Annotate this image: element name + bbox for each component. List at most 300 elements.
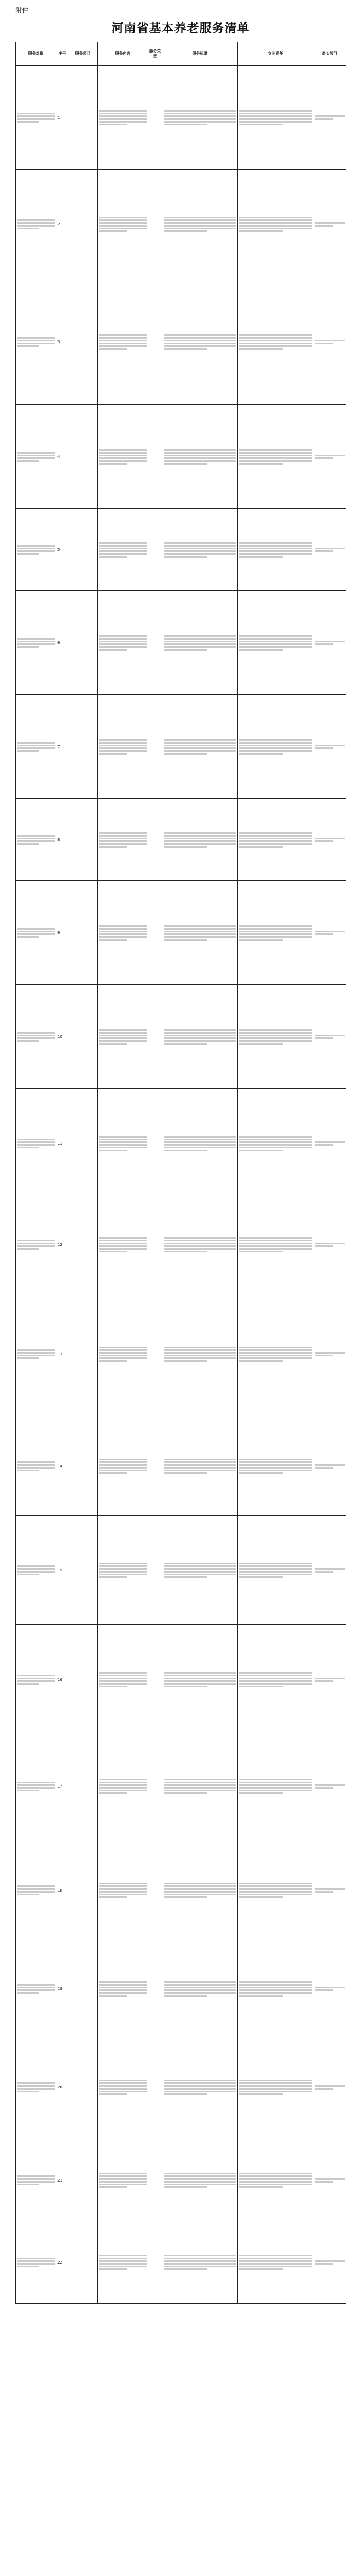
cell-service-standard: [162, 1417, 238, 1516]
text-line-placeholder: [164, 638, 236, 640]
cell-service-standard: [162, 509, 238, 591]
cell-lead-department: [313, 1198, 346, 1291]
text-line-placeholder: [164, 1568, 236, 1570]
cell-row-number: 10: [56, 985, 68, 1089]
text-line-placeholder: [99, 1678, 147, 1679]
text-line-placeholder: [164, 1139, 236, 1140]
text-line-placeholder: [164, 2184, 236, 2185]
text-line-placeholder: [315, 548, 345, 549]
table-row: [16, 1942, 346, 2035]
text-line-placeholder: [239, 1472, 283, 1474]
text-line-placeholder: [315, 115, 345, 117]
table-row: [16, 2035, 346, 2139]
cell-expenditure-responsibility: [238, 1089, 313, 1198]
text-line-placeholder: [239, 1245, 312, 1247]
text-line-placeholder: [99, 460, 147, 462]
cell-service-object: [16, 1089, 56, 1198]
cell-lead-department: [313, 695, 346, 799]
text-line-placeholder: [17, 835, 55, 837]
text-line-placeholder: [99, 348, 127, 350]
cell-row-number: 2: [56, 170, 68, 279]
text-line-placeholder: [17, 2263, 55, 2265]
cell-service-content: [98, 1198, 148, 1291]
text-line-placeholder: [315, 340, 345, 341]
text-line-placeholder: [239, 2178, 312, 2180]
text-line-placeholder: [239, 2080, 312, 2081]
column-header: 服务项目: [68, 42, 98, 66]
text-line-placeholder: [17, 2085, 55, 2087]
text-line-placeholder: [315, 2260, 345, 2262]
text-line-placeholder: [17, 1139, 55, 1140]
text-line-placeholder: [239, 1568, 312, 1570]
text-line-placeholder: [315, 931, 345, 932]
text-line-placeholder: [99, 1029, 147, 1031]
text-line-placeholder: [239, 1029, 312, 1031]
text-line-placeholder: [17, 219, 55, 221]
text-line-placeholder: [164, 1472, 207, 1474]
text-line-placeholder: [99, 1472, 127, 1474]
text-line-placeholder: [99, 556, 127, 558]
cell-service-content: [98, 170, 148, 279]
cell-service-content: [98, 2035, 148, 2139]
text-line-placeholder: [17, 2175, 55, 2177]
text-line-placeholder: [164, 1349, 236, 1351]
text-line-placeholder: [17, 1680, 55, 1682]
text-line-placeholder: [239, 840, 312, 842]
cell-service-item: [68, 1089, 98, 1198]
text-line-placeholder: [164, 1043, 207, 1045]
text-line-placeholder: [99, 452, 147, 454]
text-line-placeholder: [99, 832, 147, 834]
text-line-placeholder: [99, 1568, 147, 1570]
text-line-placeholder: [164, 1683, 236, 1685]
text-line-placeholder: [239, 455, 312, 456]
text-line-placeholder: [315, 343, 333, 344]
text-line-placeholder: [17, 1891, 55, 1893]
text-line-placeholder: [17, 2088, 55, 2090]
text-line-placeholder: [239, 1461, 312, 1463]
text-line-placeholder: [239, 452, 312, 454]
text-line-placeholder: [164, 925, 236, 927]
cell-service-standard: [162, 1291, 238, 1417]
text-line-placeholder: [239, 1251, 283, 1252]
text-line-placeholder: [164, 2085, 236, 2087]
text-line-placeholder: [164, 635, 236, 637]
cell-row-number: 12: [56, 1198, 68, 1291]
text-line-placeholder: [239, 1037, 312, 1039]
text-line-placeholder: [239, 548, 312, 549]
text-line-placeholder: [315, 2178, 345, 2180]
text-line-placeholder: [164, 933, 236, 935]
text-line-placeholder: [239, 1349, 312, 1351]
text-line-placeholder: [99, 931, 147, 932]
text-line-placeholder: [239, 2255, 312, 2256]
column-header: 牵头部门: [313, 42, 346, 66]
cell-service-standard: [162, 591, 238, 695]
cell-service-standard: [162, 1625, 238, 1734]
cell-service-object: [16, 509, 56, 591]
cell-lead-department: [313, 1516, 346, 1625]
text-line-placeholder: [17, 1571, 55, 1573]
text-line-placeholder: [164, 124, 207, 125]
text-line-placeholder: [239, 1678, 312, 1679]
text-line-placeholder: [17, 2178, 55, 2180]
text-line-placeholder: [99, 222, 147, 224]
text-line-placeholder: [164, 2181, 236, 2183]
text-line-placeholder: [99, 110, 147, 112]
text-line-placeholder: [239, 1248, 312, 1250]
text-line-placeholder: [17, 1352, 55, 1354]
text-line-placeholder: [315, 745, 345, 746]
cell-service-content: [98, 66, 148, 170]
text-line-placeholder: [239, 2263, 312, 2265]
text-line-placeholder: [17, 337, 55, 339]
text-line-placeholder: [164, 1779, 236, 1780]
text-line-placeholder: [99, 2268, 127, 2270]
text-line-placeholder: [164, 846, 207, 848]
text-line-placeholder: [99, 1790, 147, 1791]
text-line-placeholder: [17, 936, 39, 938]
cell-service-type: [148, 1516, 162, 1625]
text-line-placeholder: [99, 936, 147, 938]
text-line-placeholder: [17, 1147, 39, 1148]
text-line-placeholder: [17, 113, 55, 114]
text-line-placeholder: [239, 1459, 312, 1460]
text-line-placeholder: [99, 1032, 147, 1034]
cell-service-type: [148, 695, 162, 799]
text-line-placeholder: [239, 1355, 312, 1356]
text-line-placeholder: [99, 1782, 147, 1783]
text-line-placeholder: [239, 936, 312, 938]
text-line-placeholder: [17, 745, 55, 746]
cell-service-content: [98, 1734, 148, 1838]
text-line-placeholder: [164, 452, 236, 454]
text-line-placeholder: [164, 1989, 236, 1991]
text-line-placeholder: [99, 2255, 147, 2256]
cell-lead-department: [313, 1417, 346, 1516]
text-line-placeholder: [17, 2260, 55, 2262]
text-line-placeholder: [239, 1883, 312, 1884]
table-row: [16, 1417, 346, 1516]
text-line-placeholder: [17, 545, 55, 547]
text-line-placeholder: [164, 1470, 236, 1471]
cell-lead-department: [313, 509, 346, 591]
text-line-placeholder: [239, 1563, 312, 1564]
text-line-placeholder: [239, 1896, 283, 1898]
cell-service-standard: [162, 1838, 238, 1942]
cell-service-object: [16, 1198, 56, 1291]
text-line-placeholder: [239, 348, 283, 350]
cell-service-content: [98, 1089, 148, 1198]
text-line-placeholder: [164, 649, 207, 651]
cell-service-item: [68, 1838, 98, 1942]
text-line-placeholder: [315, 838, 345, 839]
text-line-placeholder: [239, 1790, 312, 1791]
text-line-placeholder: [239, 2186, 283, 2188]
text-line-placeholder: [99, 1355, 147, 1356]
cell-service-type: [148, 591, 162, 695]
text-line-placeholder: [239, 1141, 312, 1143]
text-line-placeholder: [17, 1782, 55, 1783]
text-line-placeholder: [239, 343, 312, 344]
text-line-placeholder: [239, 832, 312, 834]
text-line-placeholder: [164, 1467, 236, 1469]
cell-row-number: 9: [56, 881, 68, 985]
service-table: [15, 42, 346, 2304]
cell-service-object: [16, 2035, 56, 2139]
text-line-placeholder: [239, 931, 312, 932]
cell-service-type: [148, 2221, 162, 2304]
text-line-placeholder: [99, 646, 147, 648]
text-line-placeholder: [99, 1888, 147, 1890]
text-line-placeholder: [17, 1032, 55, 1034]
text-line-placeholder: [239, 646, 312, 648]
text-line-placeholder: [239, 1672, 312, 1674]
text-line-placeholder: [164, 219, 236, 221]
text-line-placeholder: [99, 2093, 127, 2095]
cell-row-number: 13: [56, 1291, 68, 1417]
text-line-placeholder: [315, 747, 333, 749]
text-line-placeholder: [164, 1576, 207, 1578]
text-line-placeholder: [99, 1237, 147, 1239]
text-line-placeholder: [164, 1237, 236, 1239]
text-line-placeholder: [17, 838, 55, 839]
cell-service-item: [68, 1291, 98, 1417]
text-line-placeholder: [99, 739, 147, 741]
text-line-placeholder: [239, 1683, 312, 1685]
text-line-placeholder: [99, 1251, 127, 1252]
text-line-placeholder: [99, 641, 147, 642]
cell-service-type: [148, 1291, 162, 1417]
text-line-placeholder: [99, 1470, 147, 1471]
text-line-placeholder: [164, 343, 236, 344]
text-line-placeholder: [99, 230, 127, 232]
cell-lead-department: [313, 1089, 346, 1198]
text-line-placeholder: [17, 1355, 55, 1356]
column-header: 服务类型: [148, 42, 162, 66]
text-line-placeholder: [164, 843, 236, 845]
text-line-placeholder: [99, 113, 147, 114]
table-row: [16, 1838, 346, 1942]
text-line-placeholder: [239, 1571, 312, 1573]
text-line-placeholder: [164, 1987, 236, 1988]
text-line-placeholder: [239, 337, 312, 339]
text-line-placeholder: [315, 1989, 333, 1991]
cell-row-number: 1: [56, 66, 68, 170]
text-line-placeholder: [315, 1141, 345, 1143]
text-line-placeholder: [164, 931, 236, 932]
cell-row-number: 17: [56, 1734, 68, 1838]
text-line-placeholder: [315, 840, 333, 842]
text-line-placeholder: [99, 2178, 147, 2180]
text-line-placeholder: [17, 548, 55, 549]
text-line-placeholder: [164, 1981, 236, 1983]
text-line-placeholder: [99, 1894, 147, 1895]
text-line-placeholder: [164, 745, 236, 746]
cell-service-standard: [162, 1198, 238, 1291]
text-line-placeholder: [17, 1243, 55, 1244]
text-line-placeholder: [239, 457, 312, 459]
text-line-placeholder: [99, 463, 127, 465]
cell-service-item: [68, 509, 98, 591]
text-line-placeholder: [99, 1136, 147, 1138]
text-line-placeholder: [164, 747, 236, 749]
text-line-placeholder: [315, 2088, 333, 2090]
cell-expenditure-responsibility: [238, 1838, 313, 1942]
text-line-placeholder: [99, 1995, 127, 1997]
text-line-placeholder: [17, 928, 55, 930]
text-line-placeholder: [99, 225, 147, 227]
text-line-placeholder: [99, 1141, 147, 1143]
cell-expenditure-responsibility: [238, 985, 313, 1089]
text-line-placeholder: [17, 455, 55, 456]
cell-service-object: [16, 1417, 56, 1516]
cell-service-object: [16, 881, 56, 985]
cell-lead-department: [313, 2035, 346, 2139]
cell-service-item: [68, 1734, 98, 1838]
text-line-placeholder: [99, 635, 147, 637]
cell-service-object: [16, 1734, 56, 1838]
text-line-placeholder: [99, 1248, 147, 1250]
table-row: [16, 985, 346, 1089]
text-line-placeholder: [164, 334, 236, 336]
text-line-placeholder: [164, 1240, 236, 1241]
cell-expenditure-responsibility: [238, 279, 313, 405]
text-line-placeholder: [239, 340, 312, 341]
cell-row-number: 19: [56, 1942, 68, 2035]
text-line-placeholder: [239, 739, 312, 741]
text-line-placeholder: [99, 548, 147, 549]
text-line-placeholder: [164, 1459, 236, 1460]
text-line-placeholder: [164, 1891, 236, 1893]
text-line-placeholder: [164, 348, 207, 350]
cell-service-item: [68, 66, 98, 170]
cell-service-object: [16, 2139, 56, 2221]
text-line-placeholder: [99, 118, 147, 120]
cell-lead-department: [313, 881, 346, 985]
text-line-placeholder: [164, 118, 236, 120]
text-line-placeholder: [17, 638, 55, 640]
text-line-placeholder: [17, 742, 55, 744]
text-line-placeholder: [239, 1139, 312, 1140]
cell-lead-department: [313, 405, 346, 509]
text-line-placeholder: [99, 1352, 147, 1354]
text-line-placeholder: [17, 222, 55, 224]
text-line-placeholder: [164, 2173, 236, 2174]
cell-service-item: [68, 881, 98, 985]
cell-service-type: [148, 1089, 162, 1198]
text-line-placeholder: [99, 217, 147, 218]
text-line-placeholder: [164, 1885, 236, 1887]
text-line-placeholder: [164, 1571, 236, 1573]
cell-service-standard: [162, 1516, 238, 1625]
text-line-placeholder: [164, 1245, 236, 1247]
text-line-placeholder: [164, 739, 236, 741]
text-line-placeholder: [239, 1035, 312, 1036]
text-line-placeholder: [164, 1355, 236, 1356]
cell-service-content: [98, 405, 148, 509]
text-line-placeholder: [239, 110, 312, 112]
text-line-placeholder: [164, 1461, 236, 1463]
cell-expenditure-responsibility: [238, 1516, 313, 1625]
text-line-placeholder: [17, 1784, 55, 1786]
text-line-placeholder: [164, 1150, 207, 1151]
text-line-placeholder: [99, 925, 147, 927]
text-line-placeholder: [239, 1144, 312, 1146]
cell-service-item: [68, 279, 98, 405]
text-line-placeholder: [315, 1571, 333, 1573]
cell-service-type: [148, 170, 162, 279]
cell-service-content: [98, 1625, 148, 1734]
text-line-placeholder: [239, 928, 312, 930]
text-line-placeholder: [99, 638, 147, 640]
text-line-placeholder: [99, 1680, 147, 1682]
text-line-placeholder: [239, 745, 312, 746]
text-line-placeholder: [239, 121, 312, 123]
text-line-placeholder: [239, 1576, 283, 1578]
text-line-placeholder: [164, 2186, 207, 2188]
text-line-placeholder: [99, 334, 147, 336]
cell-service-content: [98, 881, 148, 985]
text-line-placeholder: [315, 2085, 345, 2087]
table-row: [16, 1198, 346, 1291]
text-line-placeholder: [239, 118, 312, 120]
annex-label: 附件: [15, 7, 29, 14]
cell-service-standard: [162, 881, 238, 985]
text-line-placeholder: [239, 1989, 312, 1991]
text-line-placeholder: [17, 1349, 55, 1351]
text-line-placeholder: [99, 1574, 147, 1575]
cell-expenditure-responsibility: [238, 799, 313, 881]
text-line-placeholder: [164, 230, 207, 232]
text-line-placeholder: [99, 1992, 147, 1994]
text-line-placeholder: [239, 2184, 312, 2185]
text-line-placeholder: [164, 1352, 236, 1354]
text-line-placeholder: [239, 1240, 312, 1241]
text-line-placeholder: [17, 1888, 55, 1890]
cell-expenditure-responsibility: [238, 170, 313, 279]
cell-service-item: [68, 1417, 98, 1516]
text-line-placeholder: [99, 550, 147, 552]
cell-service-object: [16, 695, 56, 799]
text-line-placeholder: [164, 1672, 236, 1674]
text-line-placeholder: [99, 2181, 147, 2183]
text-line-placeholder: [99, 542, 147, 544]
text-line-placeholder: [239, 460, 312, 462]
text-line-placeholder: [164, 1565, 236, 1567]
cell-service-item: [68, 799, 98, 881]
cell-expenditure-responsibility: [238, 405, 313, 509]
text-line-placeholder: [99, 1459, 147, 1460]
text-line-placeholder: [99, 1565, 147, 1567]
cell-service-standard: [162, 2221, 238, 2304]
text-line-placeholder: [239, 2082, 312, 2084]
text-line-placeholder: [99, 2088, 147, 2090]
cell-row-number: 6: [56, 591, 68, 695]
cell-service-object: [16, 1838, 56, 1942]
cell-service-item: [68, 2221, 98, 2304]
text-line-placeholder: [17, 2184, 39, 2185]
cell-service-type: [148, 1625, 162, 1734]
text-line-placeholder: [239, 742, 312, 744]
cell-row-number: 8: [56, 799, 68, 881]
text-line-placeholder: [17, 1040, 39, 1042]
cell-service-type: [148, 1198, 162, 1291]
text-line-placeholder: [17, 646, 39, 648]
text-line-placeholder: [239, 1782, 312, 1783]
cell-row-number: 22: [56, 2221, 68, 2304]
text-line-placeholder: [99, 1883, 147, 1884]
